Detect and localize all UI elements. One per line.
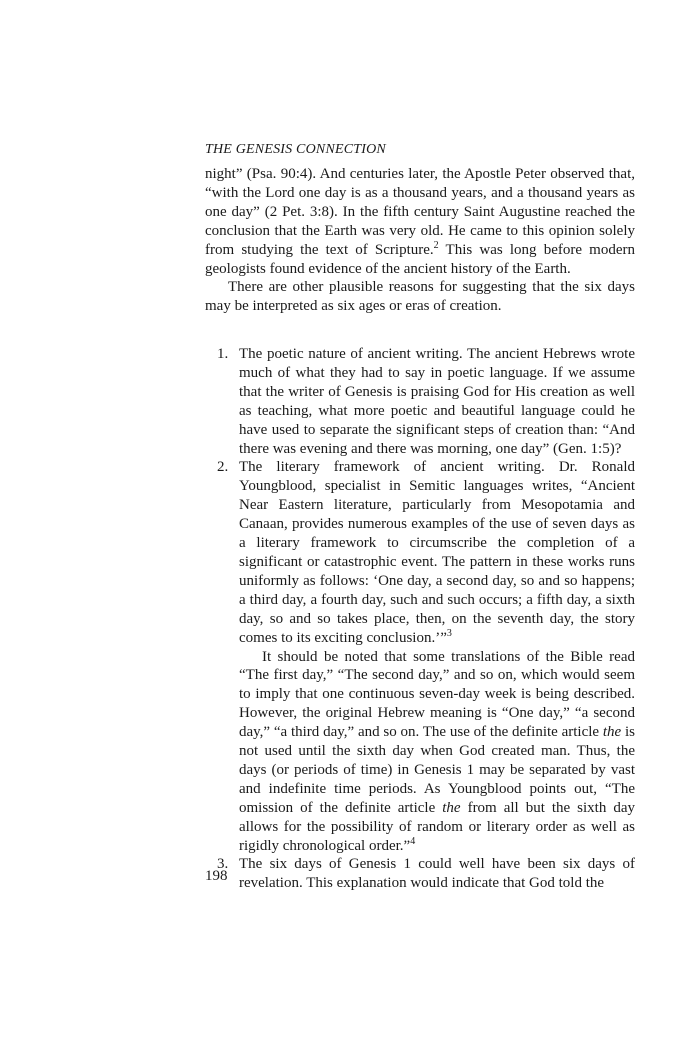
subparagraph-text: is not used until the sixth day when God created man. Thus, the days (or periods of time) in Genesis 1 may be separated by vast and indefinite time periods. As Youngblood points out, “The omission of the definite article [239,724,635,816]
body-text [205,165,635,316]
list-item-number: 3. [217,856,229,873]
list-item-text-body: The literary framework of ancient writing. Dr. Ronald Youngblood, specialist in Semitic languages writes, “Ancient Near Eastern literature, particularly from Mesopotamia and Canaan, provides numerous examples of the use of seven days as a literary framework to circumscribe the completion of a significant or catastrophic event. The pattern in these works runs uniformly as follows: ‘One day, a second day, so and so happens; a third day, a fourth day, such and such occurs; a fifth day, a sixth day, so and so takes place, then, on the seventh day, the story comes to its exciting conclusion.’” [239,459,635,646]
reasons-list [205,345,635,893]
subparagraph-text: It should be noted that some translations of the Bible read “The first day,” “The second day,” and so on, which would seem to imply that one continuous seven-day week is being described. However, the original Hebrew meaning is “One day,” “a second day,” “a third day,” and so on. The use of the definite article [239,648,635,741]
paragraph-text: night” (Psa. 90:4). And centuries later, the Apostle Peter observed that, “with the Lord one day is as a thousand years, and a thousand years as one day” (2 Pet. 3:8). In the fifth century Saint Augustine reached the conclusion that the Earth was very old. He came to this opinion solely from studying the text of Scripture. [205,166,635,258]
list-item-number: 1. [217,346,229,362]
list-item [205,855,635,893]
list-item-text: The poetic nature of ancient writing. The ancient Hebrews wrote much of what they had to say in poetic language. If we assume that the writer of Genesis is praising God for His creation as well as teaching, what more poetic and beautiful language could he have used to separate the significant steps of creation than: “And there was evening and there was morning, one day” (Gen. 1:5)? [239,346,635,457]
list-item [205,458,635,855]
page-number: 198 [205,868,228,884]
paragraph-text: This was long before modern geologists found evidence of the ancient history of the Earth. [205,241,635,277]
list-item-subparagraph [239,648,635,856]
paragraph-intro: There are other plausible reasons for suggesting that the six days may be interpreted as six ages or eras of creation. [205,279,635,315]
footnote-marker: 2 [433,239,439,251]
subparagraph-text: from all but the sixth day allows for the possibility of random or literary order as well as rigidly chronological order.” [239,799,636,854]
list-item-text: The six days of Genesis 1 could well have been six days of revelation. This explanation would indicate that God told the [239,856,635,892]
list-item-text [239,458,635,647]
emphasis-text: the [602,724,622,741]
list-item [205,345,635,458]
paragraph-continued [205,165,635,278]
running-head: THE GENESIS CONNECTION [205,142,386,157]
emphasis-text: the [442,799,461,816]
list-item-number: 2. [217,459,229,476]
footnote-marker: 3 [446,627,452,639]
footnote-marker: 4 [410,835,416,847]
